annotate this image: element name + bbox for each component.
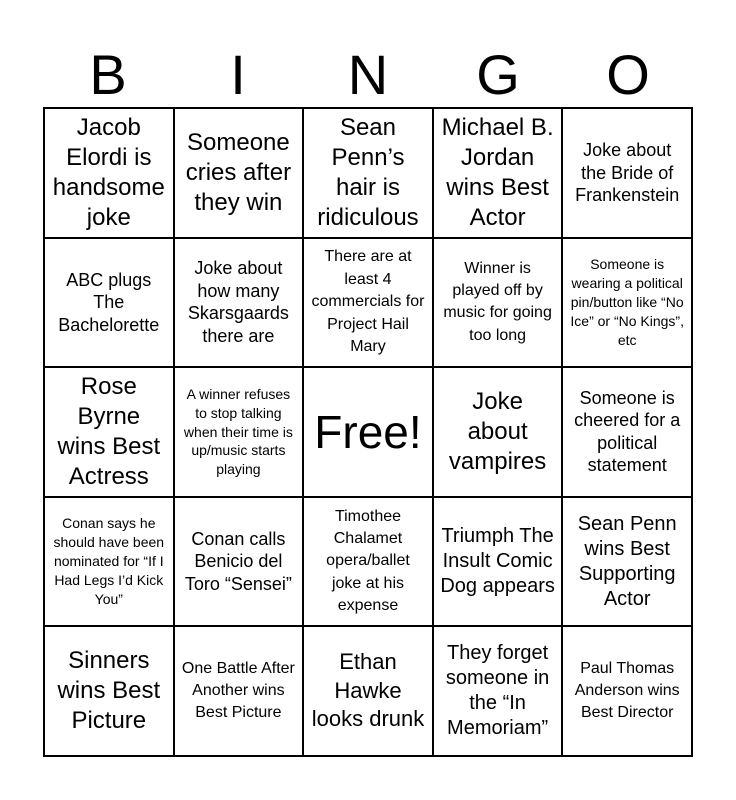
bingo-cell[interactable]: Conan says he should have been nominated for “If I Had Legs I’d Kick You” — [44, 497, 174, 627]
bingo-cell[interactable]: Sinners wins Best Picture — [44, 626, 174, 756]
bingo-cell[interactable]: Winner is played off by music for going too long — [433, 238, 563, 368]
header-letter-o: O — [606, 43, 650, 106]
bingo-cell[interactable]: Joke about how many Skarsgaards there are — [174, 238, 304, 368]
bingo-cell[interactable]: Ethan Hawke looks drunk — [303, 626, 433, 756]
header-letter-b: B — [89, 43, 127, 106]
header-letter-g: G — [476, 43, 520, 106]
bingo-cell[interactable]: Someone is wearing a political pin/button like “No Ice” or “No Kings”, etc — [562, 238, 692, 368]
bingo-cell[interactable]: Someone cries after they win — [174, 108, 304, 238]
free-space: Free! — [303, 367, 433, 497]
header-letter-i: I — [230, 43, 246, 106]
bingo-cell[interactable]: Triumph The Insult Comic Dog appears — [433, 497, 563, 627]
bingo-cell[interactable]: They forget someone in the “In Memoriam” — [433, 626, 563, 756]
bingo-cell[interactable]: ABC plugs The Bachelorette — [44, 238, 174, 368]
bingo-cell[interactable]: A winner refuses to stop talking when their time is up/music starts playing — [174, 367, 304, 497]
bingo-cell[interactable]: Sean Penn wins Best Supporting Actor — [562, 497, 692, 627]
bingo-cell[interactable]: Jacob Elordi is handsome joke — [44, 108, 174, 238]
bingo-header — [43, 44, 693, 106]
bingo-cell[interactable]: Paul Thomas Anderson wins Best Director — [562, 626, 692, 756]
header-letter-n: N — [347, 43, 389, 106]
bingo-cell[interactable]: Rose Byrne wins Best Actress — [44, 367, 174, 497]
bingo-cell[interactable]: Conan calls Benicio del Toro “Sensei” — [174, 497, 304, 627]
bingo-cell[interactable]: Joke about vampires — [433, 367, 563, 497]
bingo-cell[interactable]: Joke about the Bride of Frankenstein — [562, 108, 692, 238]
bingo-cell[interactable]: One Battle After Another wins Best Picture — [174, 626, 304, 756]
bingo-cell[interactable]: There are at least 4 commercials for Project Hail Mary — [303, 238, 433, 368]
bingo-board — [43, 107, 693, 757]
bingo-cell[interactable]: Someone is cheered for a political statement — [562, 367, 692, 497]
bingo-cell[interactable]: Timothee Chalamet opera/ballet joke at his expense — [303, 497, 433, 627]
bingo-cell[interactable]: Michael B. Jordan wins Best Actor — [433, 108, 563, 238]
bingo-cell[interactable]: Sean Penn’s hair is ridiculous — [303, 108, 433, 238]
